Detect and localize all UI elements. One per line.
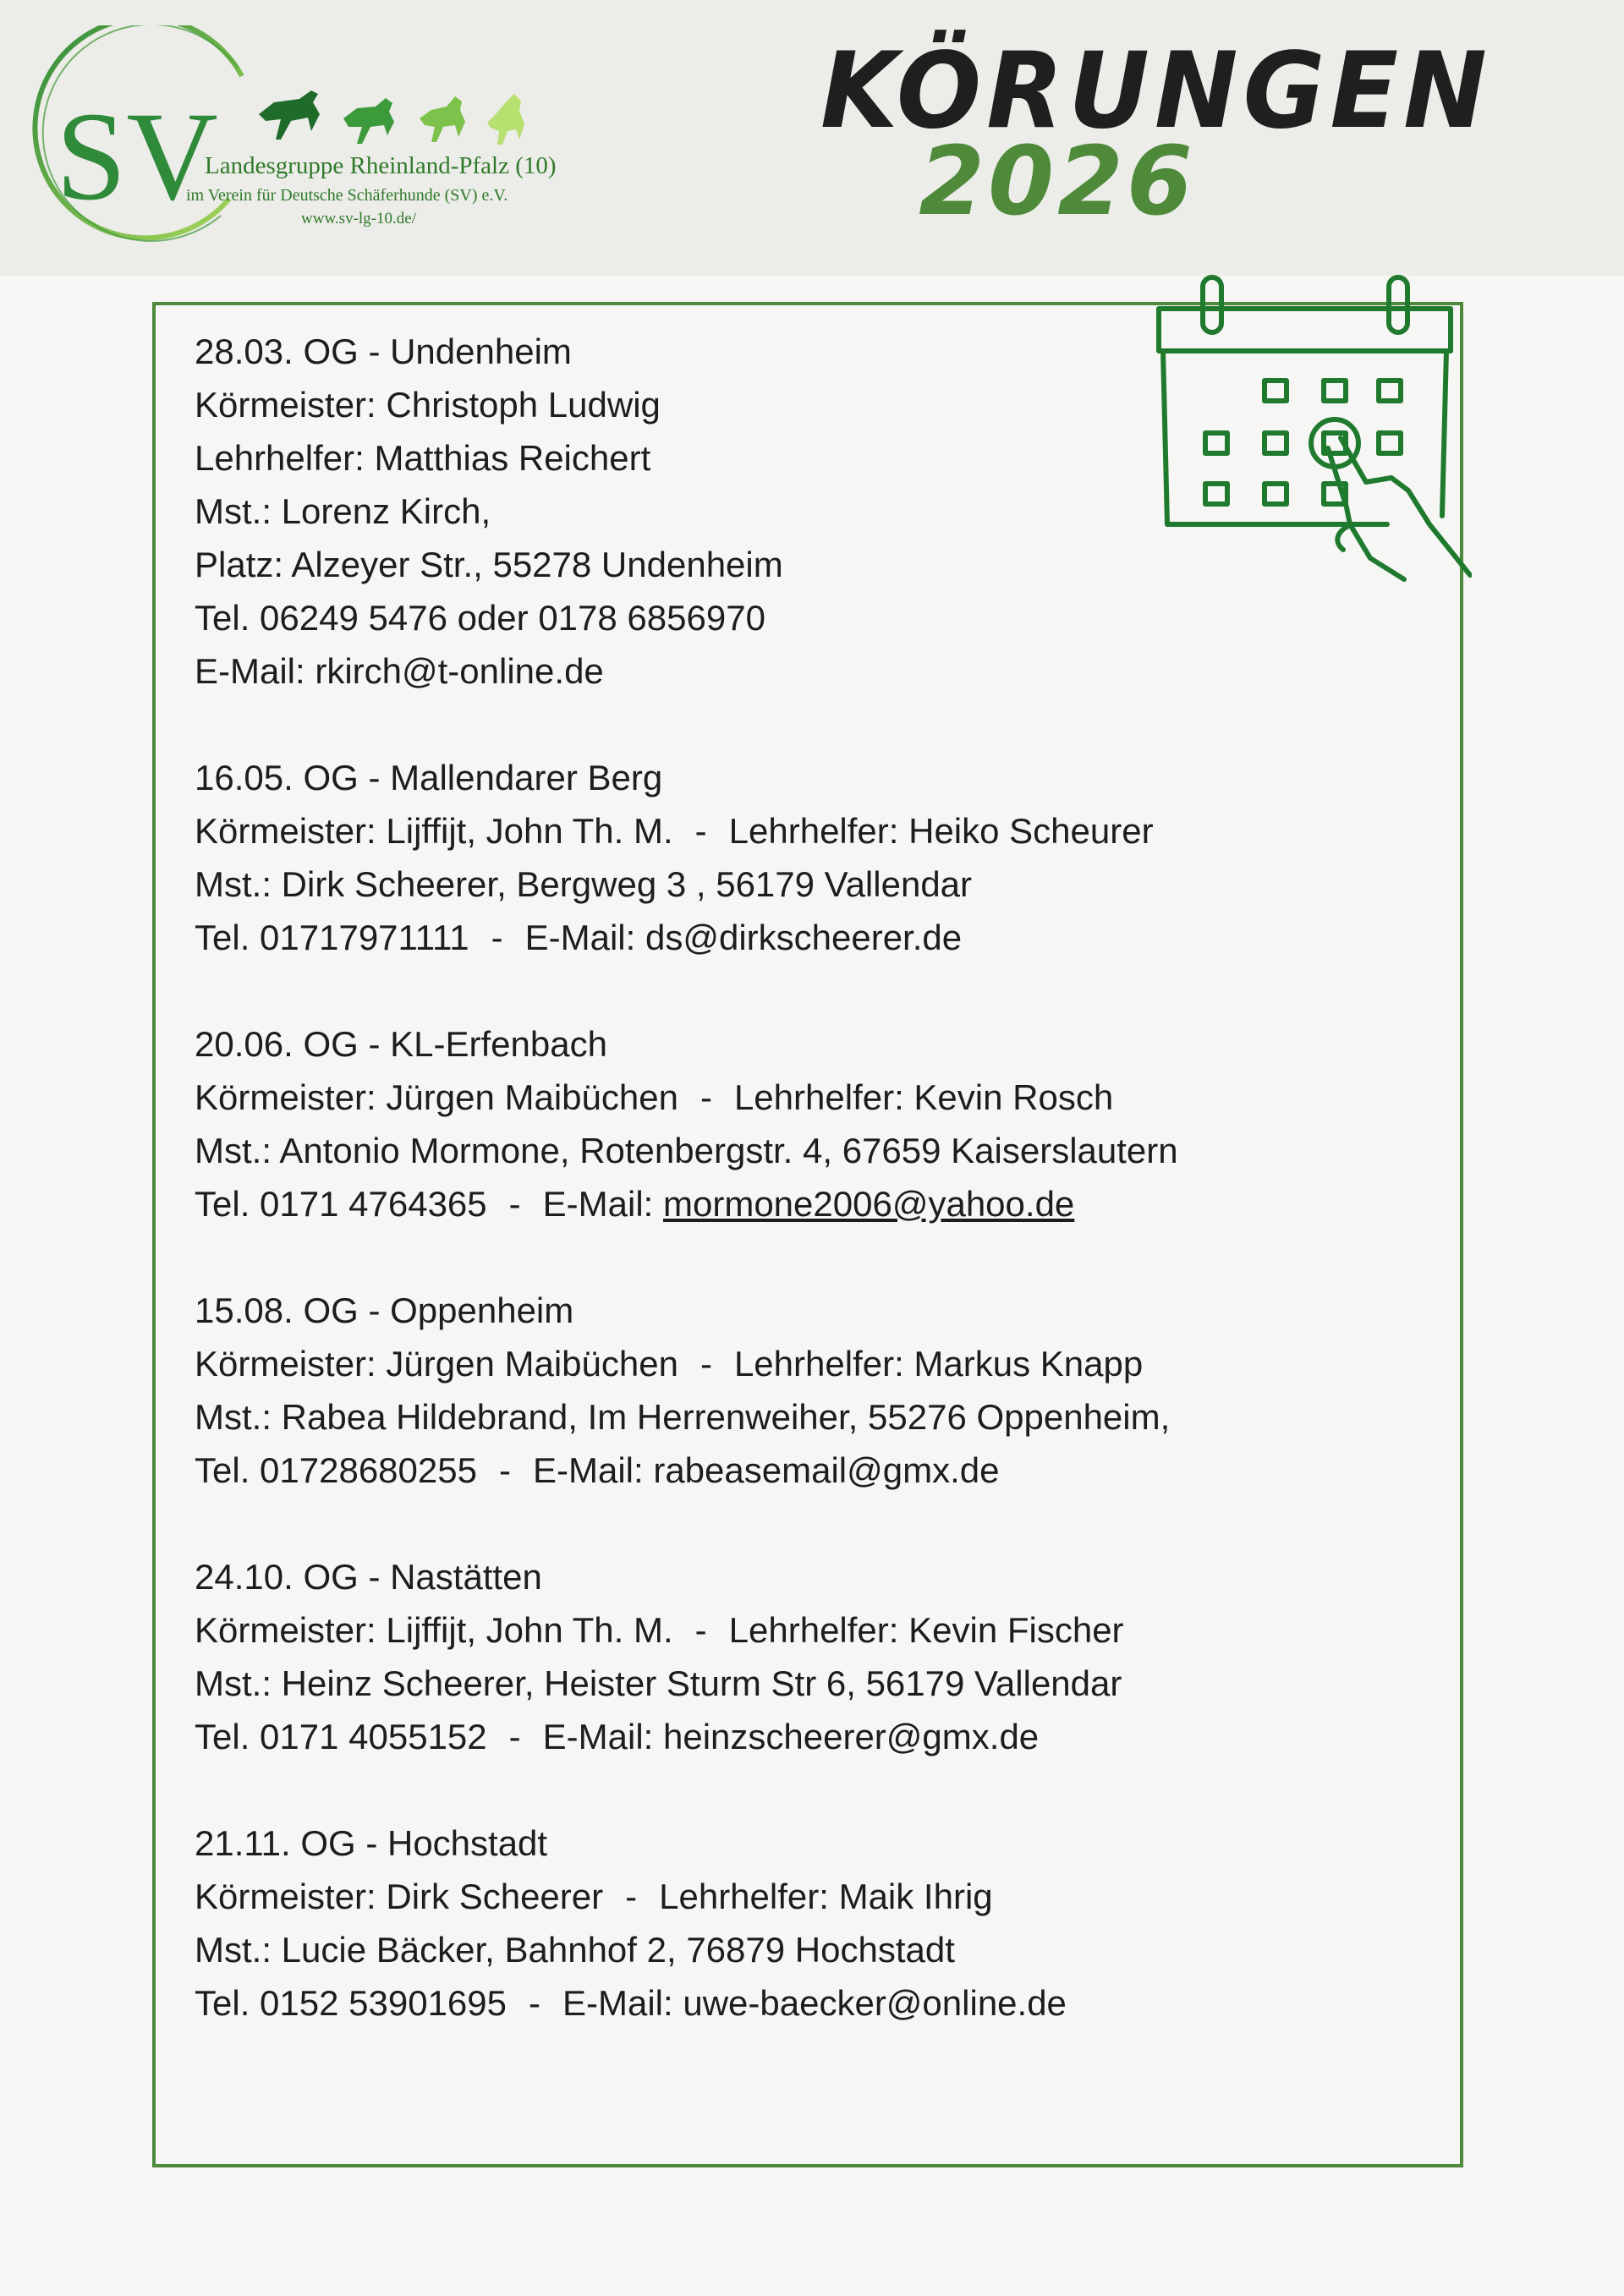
- separator: -: [700, 1344, 712, 1384]
- event-entry: [195, 1284, 1413, 1497]
- header-banner: [0, 0, 1624, 276]
- separator: -: [498, 1450, 511, 1490]
- email-line: E-Mail: rkirch@t-online.de: [195, 651, 604, 691]
- separator: -: [491, 918, 503, 957]
- event-heading: 16.05. OG - Mallendarer Berg: [195, 758, 663, 797]
- logo-website: www.sv-lg-10.de/: [301, 210, 416, 227]
- separator: -: [694, 811, 707, 851]
- event-heading: 24.10. OG - Nastätten: [195, 1557, 542, 1597]
- dog-silhouettes-icon: [259, 90, 524, 145]
- separator: -: [625, 1877, 638, 1916]
- tel-email-line: [195, 1710, 1413, 1763]
- lehrhelfer-text: Lehrhelfer: Heiko Scheurer: [728, 811, 1154, 851]
- event-entry: [195, 1817, 1413, 2030]
- event-entry: [195, 1017, 1413, 1230]
- tel-email-line: [195, 1444, 1413, 1497]
- logo-initials: SV: [56, 86, 218, 227]
- event-heading: 21.11. OG - Hochstadt: [195, 1823, 548, 1863]
- separator: -: [508, 1717, 521, 1756]
- email-text: E-Mail: heinzscheerer@gmx.de: [542, 1717, 1040, 1756]
- event-entry: [195, 1550, 1413, 1763]
- page-year: 2026: [919, 127, 1196, 237]
- lehrhelfer-text: Lehrhelfer: Maik Ihrig: [659, 1877, 993, 1916]
- separator: -: [700, 1077, 712, 1117]
- logo-org-subtitle: im Verein für Deutsche Schäferhunde (SV) e.V.: [186, 186, 508, 205]
- tel-text: Tel. 01717971111: [195, 918, 469, 957]
- koermeister-lehrhelfer-line: [195, 1603, 1413, 1657]
- mst-line: Mst.: Heinz Scheerer, Heister Sturm Str 6, 56179 Vallendar: [195, 1663, 1122, 1703]
- tel-text: Tel. 01728680255: [195, 1450, 477, 1490]
- tel-text: Tel. 0171 4764365: [195, 1184, 487, 1224]
- lehrhelfer-text: Lehrhelfer: Markus Knapp: [733, 1344, 1144, 1384]
- koermeister-line: Körmeister: Christoph Ludwig: [195, 385, 661, 425]
- separator: -: [694, 1610, 707, 1650]
- separator: -: [529, 1983, 540, 2023]
- event-entry: [195, 751, 1413, 964]
- email-label: E-Mail:: [542, 1184, 654, 1224]
- tel-email-line: [195, 1976, 1413, 2030]
- email-text: E-Mail: rabeasemail@gmx.de: [532, 1450, 1000, 1490]
- koermeister-text: Körmeister: Lijffijt, John Th. M.: [195, 1610, 673, 1650]
- koermeister-lehrhelfer-line: [195, 1337, 1413, 1390]
- mst-line: Mst.: Lucie Bäcker, Bahnhof 2, 76879 Hochstadt: [195, 1930, 955, 1970]
- email-text: E-Mail: ds@dirkscheerer.de: [524, 918, 963, 957]
- koermeister-text: Körmeister: Jürgen Maibüchen: [195, 1344, 678, 1384]
- koermeister-lehrhelfer-line: [195, 1870, 1413, 1923]
- mst-line: Mst.: Dirk Scheerer, Bergweg 3 , 56179 Vallendar: [195, 864, 973, 904]
- lehrhelfer-text: Lehrhelfer: Kevin Fischer: [728, 1610, 1124, 1650]
- separator: -: [508, 1184, 521, 1224]
- email-link[interactable]: mormone2006@yahoo.de: [663, 1184, 1075, 1224]
- event-heading: 20.06. OG - KL-Erfenbach: [195, 1024, 607, 1064]
- koermeister-text: Körmeister: Dirk Scheerer: [195, 1877, 604, 1916]
- mst-line: Mst.: Antonio Mormone, Rotenbergstr. 4, 67659 Kaiserslautern: [195, 1131, 1178, 1170]
- tel-email-line: [195, 1177, 1413, 1230]
- event-entry: [195, 325, 1413, 698]
- email-text: E-Mail: uwe-baecker@online.de: [562, 1983, 1067, 2023]
- tel-text: Tel. 0152 53901695: [195, 1983, 507, 2023]
- tel-text: Tel. 0171 4055152: [195, 1717, 487, 1756]
- koermeister-lehrhelfer-line: [195, 804, 1413, 858]
- sv-logo: [30, 25, 589, 271]
- lehrhelfer-text: Lehrhelfer: Kevin Rosch: [733, 1077, 1114, 1117]
- event-heading: 15.08. OG - Oppenheim: [195, 1290, 574, 1330]
- mst-line: Mst.: Lorenz Kirch,: [195, 491, 491, 531]
- mst-line: Mst.: Rabea Hildebrand, Im Herrenweiher, 55276 Oppenheim,: [195, 1397, 1171, 1437]
- tel-email-line: [195, 911, 1413, 964]
- sv-logo-emblem-icon: [30, 25, 589, 271]
- koerungen-list: [195, 325, 1413, 2083]
- event-heading: 28.03. OG - Undenheim: [195, 332, 572, 371]
- page-title: KÖRUNGEN: [820, 29, 1492, 152]
- lehrhelfer-line: Lehrhelfer: Matthias Reichert: [195, 438, 651, 478]
- logo-org-name: Landesgruppe Rheinland-Pfalz (10): [205, 152, 557, 179]
- koermeister-lehrhelfer-line: [195, 1071, 1413, 1124]
- koermeister-text: Körmeister: Lijffijt, John Th. M.: [195, 811, 673, 851]
- tel-line: Tel. 06249 5476 oder 0178 6856970: [195, 598, 765, 638]
- platz-line: Platz: Alzeyer Str., 55278 Undenheim: [195, 545, 783, 584]
- koermeister-text: Körmeister: Jürgen Maibüchen: [195, 1077, 678, 1117]
